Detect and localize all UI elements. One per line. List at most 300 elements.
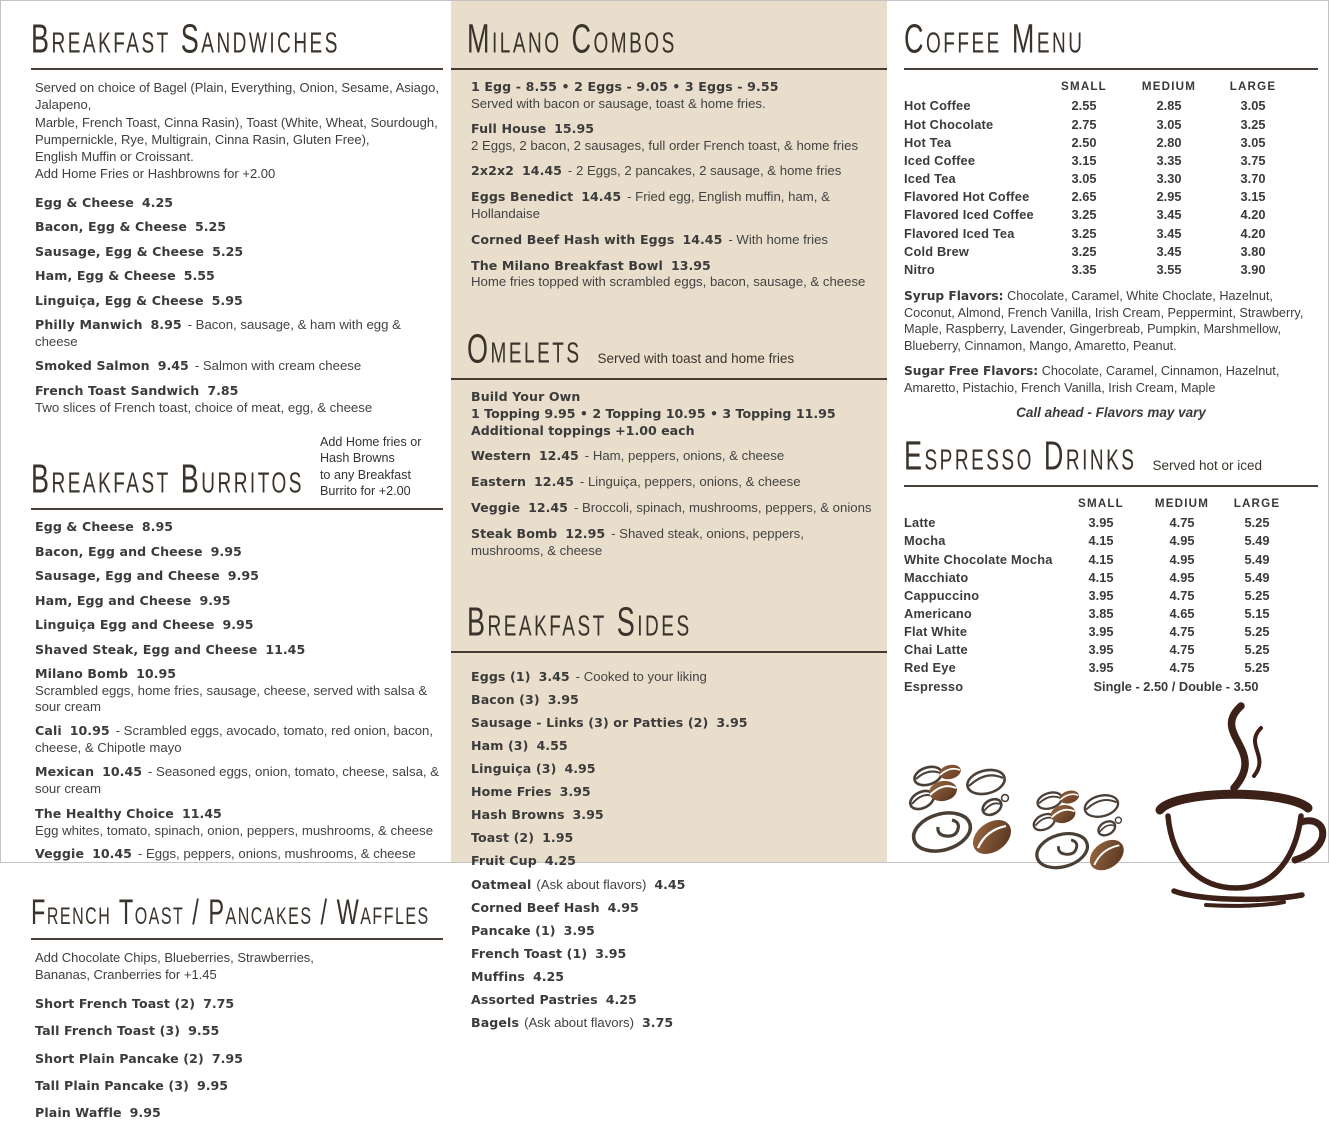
item-name: Assorted Pastries: [471, 991, 598, 1007]
menu-item: [35, 219, 443, 236]
menu-item: [471, 692, 872, 709]
price-row: [904, 623, 1318, 641]
menu-item: [35, 383, 443, 416]
item-description: - Scrambled eggs, avocado, tomato, red onion, bacon, cheese, & Chipotle mayo: [35, 722, 434, 755]
large-price: 5.25: [1244, 624, 1270, 640]
item-name: Egg & Cheese: [35, 519, 134, 535]
section-divider: [31, 938, 443, 940]
item-name: The Milano Breakfast Bowl: [471, 257, 663, 273]
menu-item: [35, 293, 443, 310]
drink-name: Iced Coffee: [904, 152, 976, 168]
medium-price: 3.45: [1156, 243, 1182, 259]
coffee-rows: [904, 97, 1318, 279]
medium-price: 3.30: [1156, 171, 1182, 187]
item-bold-line: 1 Topping 9.95 • 2 Topping 10.95 • 3 Topping 11.95: [471, 406, 836, 422]
large-price: 5.25: [1244, 660, 1270, 676]
item-price: 1.95: [542, 830, 574, 846]
intro-line: English Muffin or Croissant.: [35, 149, 194, 165]
item-price: 5.55: [183, 268, 215, 284]
menu-item: [471, 189, 872, 223]
coffee-graphics: [904, 700, 1318, 915]
section-title: French Toast / Pancakes / Waffles: [31, 892, 430, 932]
item-name: Milano Bomb: [35, 666, 129, 682]
item-price: 14.45: [682, 231, 723, 247]
item-price: 14.45: [581, 188, 622, 204]
item-name: Muffins: [471, 968, 525, 984]
item-price: 11.45: [265, 641, 306, 657]
menu-item: [35, 723, 443, 757]
menu-item: [35, 666, 443, 715]
price-row: [904, 605, 1318, 623]
item-subtext: Served with bacon or sausage, toast & home fries.: [471, 95, 766, 111]
intro-line: Add Home Fries or Hashbrowns for +2.00: [35, 166, 276, 182]
medium-price: 4.75: [1169, 660, 1195, 676]
drink-name: Hot Chocolate: [904, 116, 994, 132]
section-title: Breakfast Sandwiches: [31, 16, 340, 62]
section-divider: [904, 68, 1318, 70]
section-divider: [451, 68, 887, 70]
small-price: 2.55: [1071, 98, 1097, 114]
menu-items: [35, 996, 443, 1122]
coffee-cup-icon: [1144, 698, 1322, 910]
item-price: 15.95: [554, 120, 594, 136]
item-price: 11.45: [181, 805, 222, 821]
section-french-toast-pancakes-waffles: [31, 887, 443, 1122]
item-description: - Salmon with cream cheese: [194, 358, 362, 374]
item-price: 9.45: [157, 358, 189, 374]
menu-item: [471, 669, 872, 686]
coffee-beans-icon: [1030, 786, 1130, 876]
item-name: Full House: [471, 120, 547, 136]
small-price: 4.15: [1088, 551, 1114, 567]
intro-line: Served on choice of Bagel (Plain, Everything, Onion, Sesame, Asiago, Jalapeno,: [35, 80, 439, 113]
menu-item: [471, 448, 872, 465]
item-name: Sausage, Egg and Cheese: [35, 568, 220, 584]
price-row: [904, 225, 1318, 243]
medium-price: 4.75: [1169, 587, 1195, 603]
menu-item: [35, 244, 443, 261]
medium-price: 3.45: [1156, 207, 1182, 223]
item-price: 8.95: [150, 317, 182, 333]
item-name: Bacon, Egg & Cheese: [35, 219, 187, 235]
large-price: 3.05: [1240, 98, 1266, 114]
large-price: 3.75: [1240, 152, 1266, 168]
menu-items: [471, 669, 872, 1032]
drink-name: Americano: [904, 605, 972, 621]
item-name: Eastern: [471, 474, 527, 490]
menu-item: [471, 79, 872, 112]
item-name: Sausage, Egg & Cheese: [35, 243, 205, 259]
drink-name: Flat White: [904, 624, 968, 640]
large-column-header: LARGE: [1229, 80, 1277, 93]
drink-name: Latte: [904, 515, 936, 531]
menu-item: [471, 900, 872, 917]
small-price: 3.95: [1088, 660, 1114, 676]
medium-price: 3.05: [1156, 116, 1182, 132]
item-description: - Linguiça, peppers, onions, & cheese: [579, 474, 801, 490]
small-price: 2.50: [1071, 134, 1097, 150]
item-note: (Ask about flavors): [536, 876, 647, 892]
section-title: Coffee Menu: [904, 16, 1085, 62]
price-row: [904, 97, 1318, 115]
item-subtext: Scrambled eggs, home fries, sausage, cheese, served with salsa & sour cream: [35, 683, 428, 715]
item-name: Ham, Egg & Cheese: [35, 268, 176, 284]
item-price: 3.95: [595, 945, 627, 961]
item-name: Eggs Benedict: [471, 188, 574, 204]
menu-item: [35, 806, 443, 839]
medium-price: 2.85: [1156, 98, 1182, 114]
espresso-rows: [904, 514, 1318, 696]
item-description: - Seasoned eggs, onion, tomato, cheese, salsa, & sour cream: [35, 764, 440, 797]
price-row: [904, 641, 1318, 659]
item-price: 4.25: [605, 991, 637, 1007]
menu-item: [35, 195, 443, 212]
price-row: [904, 551, 1318, 569]
large-price: 3.90: [1240, 261, 1266, 277]
item-name: Sausage - Links (3) or Patties (2): [471, 715, 709, 731]
small-price: 3.85: [1088, 605, 1114, 621]
item-price: 3.95: [563, 922, 595, 938]
item-price: 8.95: [141, 519, 173, 535]
drink-name: Flavored Iced Coffee: [904, 207, 1034, 223]
menu-item: [35, 996, 443, 1013]
item-name: Veggie: [471, 500, 521, 516]
item-name: The Healthy Choice: [35, 805, 174, 821]
menu-item: [35, 1051, 443, 1068]
item-price: 5.25: [212, 243, 244, 259]
section-espresso-drinks: [904, 434, 1318, 696]
item-price: 7.85: [207, 382, 239, 398]
item-name: Build Your Own: [471, 388, 581, 404]
medium-price: 3.55: [1156, 261, 1182, 277]
price-row: [904, 152, 1318, 170]
medium-column-header: MEDIUM: [1154, 496, 1210, 510]
large-column-header: LARGE: [1233, 496, 1281, 510]
large-price: 5.25: [1244, 642, 1270, 658]
item-name: Pancake (1): [471, 922, 556, 938]
item-price: 3.95: [572, 807, 604, 823]
section-divider: [451, 378, 887, 380]
coffee-price-table: [904, 79, 1318, 279]
item-name: Hash Browns: [471, 807, 565, 823]
drink-name: Hot Coffee: [904, 98, 971, 114]
drink-name: Iced Tea: [904, 171, 956, 187]
syrup-flavors: Syrup Flavors: Chocolate, Caramel, White Choclate, Hazelnut, Coconut, Almond, French Vanilla, Irish Cream, Peppermint, Strawberry, Maple, Raspberry, Lavender, Gingerbreab, Pumpkin, Marshmellow, Blueberry, Cinnamon, Mango, Amaretto, Peanut.: [904, 289, 1304, 353]
item-price: 9.95: [199, 592, 231, 608]
menu-item: [471, 1015, 872, 1032]
medium-price: 4.95: [1169, 569, 1195, 585]
section-subtitle: Served with toast and home fries: [597, 350, 795, 366]
small-price: 3.15: [1071, 152, 1097, 168]
small-price: 2.75: [1071, 116, 1097, 132]
menu-item: [35, 358, 443, 375]
drink-name: Chai Latte: [904, 642, 968, 658]
small-price: 4.15: [1088, 533, 1114, 549]
item-name: Smoked Salmon: [35, 358, 150, 374]
drink-name: Cappuccino: [904, 587, 980, 603]
large-price: 5.49: [1244, 551, 1270, 567]
small-price: 3.35: [1071, 261, 1097, 277]
menu-item: [471, 992, 872, 1009]
item-note: (Ask about flavors): [524, 1015, 635, 1031]
menu-item: [35, 568, 443, 585]
price-row: [904, 514, 1318, 532]
menu-item: [471, 526, 872, 560]
item-subtext: 2 Eggs, 2 bacon, 2 sausages, full order French toast, & home fries: [471, 137, 859, 153]
section-note: Add Home fries or Hash Browns to any Breakfast Burrito for +2.00: [319, 434, 422, 499]
menu-item: [35, 317, 443, 351]
price-row: [904, 678, 1318, 696]
drink-name: Espresso: [904, 678, 964, 694]
section-omelets: [467, 327, 872, 560]
item-name: Toast (2): [471, 830, 535, 846]
item-price: 9.95: [129, 1105, 161, 1121]
large-price: 5.15: [1244, 605, 1270, 621]
large-price: 3.70: [1240, 171, 1266, 187]
medium-price: 2.80: [1156, 134, 1182, 150]
large-price: 5.49: [1244, 569, 1270, 585]
small-column-header: SMALL: [1078, 496, 1124, 510]
item-price: 12.45: [538, 448, 579, 464]
item-description: - Eggs, peppers, onions, mushrooms, & cheese: [137, 846, 416, 862]
menu-item: [35, 846, 443, 863]
menu-item: [35, 544, 443, 561]
section-title: Omelets: [467, 326, 582, 372]
menu-item: [471, 121, 872, 154]
section-breakfast-burritos: [31, 434, 443, 863]
item-name: Philly Manwich: [35, 317, 143, 333]
drink-name: Flavored Iced Tea: [904, 225, 1015, 241]
table-header-row: [904, 79, 1318, 95]
item-price: 9.95: [227, 568, 259, 584]
menu-item: [471, 923, 872, 940]
item-price: 3.75: [642, 1015, 674, 1031]
item-price: 4.25: [141, 194, 173, 210]
menu-item: [471, 877, 872, 894]
price-row: [904, 243, 1318, 261]
section-title: Breakfast Burritos: [31, 456, 304, 502]
price-row: [904, 134, 1318, 152]
small-column-header: SMALL: [1061, 80, 1107, 93]
section-intro: [35, 79, 443, 183]
menu-item: [35, 593, 443, 610]
item-price: 5.95: [211, 292, 243, 308]
intro-line: Bananas, Cranberries for +1.45: [35, 967, 217, 983]
large-price: 3.05: [1240, 134, 1266, 150]
item-name: Bacon (3): [471, 691, 540, 707]
item-description: - Shaved steak, onions, peppers, mushrooms, & cheese: [471, 526, 804, 558]
large-price: 3.25: [1240, 116, 1266, 132]
call-ahead-note: Call ahead - Flavors may vary: [1016, 404, 1206, 420]
drink-name: Flavored Hot Coffee: [904, 189, 1030, 205]
menu-item: [35, 764, 443, 798]
drink-name: White Chocolate Mocha: [904, 551, 1053, 567]
large-price: 5.25: [1244, 587, 1270, 603]
item-price: 4.45: [654, 876, 686, 892]
item-price: 10.45: [102, 764, 142, 780]
menu-item: [471, 500, 872, 517]
item-description: - Bacon, sausage, & ham with egg & cheese: [35, 317, 401, 349]
item-name: Corned Beef Hash: [471, 899, 600, 915]
drink-name: Hot Tea: [904, 134, 952, 150]
section-divider: [31, 68, 443, 70]
intro-line: Pumpernickle, Rye, Multigrain, Cinna Rasin, Gluten Free),: [35, 131, 370, 147]
item-price: 12.45: [528, 500, 568, 516]
item-name: 1 Egg - 8.55 • 2 Eggs - 9.05 • 3 Eggs - 9.55: [471, 79, 779, 94]
menu-item: [471, 807, 872, 824]
sugar-free-flavors: Sugar Free Flavors: Chocolate, Caramel, Cinnamon, Hazelnut, Amaretto, Pistachio, French Vanilla, Irish Cream, Maple: [904, 364, 1280, 396]
item-price: 10.95: [69, 722, 110, 738]
item-name: Oatmeal: [471, 876, 532, 892]
medium-price: 4.95: [1169, 551, 1195, 567]
menu-item: [471, 761, 872, 778]
item-name: Mexican: [35, 764, 95, 780]
medium-price: 4.95: [1169, 533, 1195, 549]
small-price: 4.15: [1088, 569, 1114, 585]
table-header-row: [904, 496, 1318, 512]
item-description: - Cooked to your liking: [575, 668, 707, 684]
price-row: [904, 532, 1318, 550]
menu-item: [35, 617, 443, 634]
item-name: Ham, Egg and Cheese: [35, 592, 192, 608]
item-price: 3.95: [547, 691, 579, 707]
medium-price: 4.75: [1169, 624, 1195, 640]
menu-item: [35, 519, 443, 536]
item-name: Short French Toast (2): [35, 995, 196, 1011]
menu-item: [471, 163, 872, 180]
item-price: 4.55: [536, 738, 568, 754]
menu-item: [471, 474, 872, 491]
item-name: Linguiça Egg and Cheese: [35, 617, 215, 633]
price-span: Single - 2.50 / Double - 3.50: [1093, 678, 1259, 694]
price-row: [904, 659, 1318, 677]
price-row: [904, 587, 1318, 605]
item-name: Ham (3): [471, 738, 529, 754]
item-name: Tall French Toast (3): [35, 1023, 181, 1039]
item-description: - With home fries: [728, 231, 829, 247]
medium-price: 3.45: [1156, 225, 1182, 241]
section-divider: [451, 651, 887, 653]
item-price: 14.45: [522, 162, 562, 178]
item-price: 10.95: [136, 666, 176, 682]
small-price: 3.25: [1071, 207, 1097, 223]
large-price: 5.25: [1244, 515, 1270, 531]
drink-name: Macchiato: [904, 569, 969, 585]
menu-item: [35, 642, 443, 659]
medium-price: 4.75: [1169, 642, 1195, 658]
item-price: 9.55: [188, 1023, 220, 1039]
item-bold-line: Additional toppings +1.00 each: [471, 423, 695, 439]
item-name: French Toast Sandwich: [35, 382, 200, 398]
section-divider: [31, 508, 443, 510]
menu-item: [471, 853, 872, 870]
menu-item: [471, 830, 872, 847]
medium-price: 2.95: [1156, 189, 1182, 205]
item-name: Bacon, Egg and Cheese: [35, 543, 203, 559]
item-name: Cali: [35, 722, 62, 738]
menu-item: [471, 946, 872, 963]
menu-item: [35, 1105, 443, 1122]
large-price: 3.80: [1240, 243, 1266, 259]
small-price: 3.05: [1071, 171, 1097, 187]
section-milano-combos: [467, 17, 872, 291]
large-price: 5.49: [1244, 533, 1270, 549]
item-name: Linguiça, Egg & Cheese: [35, 292, 204, 308]
drink-name: Nitro: [904, 261, 935, 277]
item-price: 4.95: [607, 899, 639, 915]
drink-name: Mocha: [904, 533, 946, 549]
item-description: - Broccoli, spinach, mushrooms, peppers, & onions: [573, 500, 872, 516]
medium-price: 4.75: [1169, 515, 1195, 531]
menu-item: [35, 1023, 443, 1040]
item-name: Short Plain Pancake (2): [35, 1050, 204, 1066]
section-title: Breakfast Sides: [467, 599, 692, 645]
item-name: Linguiça (3): [471, 761, 557, 777]
small-price: 3.25: [1071, 225, 1097, 241]
price-row: [904, 569, 1318, 587]
price-row: [904, 116, 1318, 134]
item-name: Fruit Cup: [471, 853, 537, 869]
medium-column-header: MEDIUM: [1141, 80, 1197, 93]
item-subtext: Home fries topped with scrambled eggs, bacon, sausage, & cheese: [471, 274, 866, 290]
left-column: [31, 17, 443, 1140]
item-name: French Toast (1): [471, 945, 588, 961]
menu-item: [471, 258, 872, 291]
intro-line: Marble, French Toast, Cinna Rasin), Toast (White, Wheat, Sourdough,: [35, 114, 438, 130]
item-name: Tall Plain Pancake (3): [35, 1077, 189, 1093]
item-price: 7.95: [211, 1050, 243, 1066]
section-title: Milano Combos: [467, 16, 677, 62]
item-price: 10.45: [92, 846, 132, 862]
item-name: Steak Bomb: [471, 526, 558, 542]
medium-price: 3.35: [1156, 152, 1182, 168]
menu-item: [35, 268, 443, 285]
item-price: 9.95: [222, 617, 254, 633]
small-price: 3.95: [1088, 587, 1114, 603]
item-name: Plain Waffle: [35, 1105, 122, 1121]
menu-item: [471, 784, 872, 801]
large-price: 4.20: [1240, 225, 1266, 241]
item-name: Shaved Steak, Egg and Cheese: [35, 641, 258, 657]
price-row: [904, 261, 1318, 279]
item-price: 4.25: [532, 968, 565, 984]
section-title: Espresso Drinks: [904, 433, 1137, 479]
item-name: Veggie: [35, 846, 85, 862]
menu-item: [471, 969, 872, 986]
item-price: 4.95: [564, 761, 596, 777]
item-name: Bagels: [471, 1015, 520, 1031]
item-description: - 2 Eggs, 2 pancakes, 2 sausage, & home fries: [567, 162, 842, 178]
item-price: 12.95: [565, 526, 606, 542]
section-breakfast-sides: [467, 600, 872, 1032]
small-price: 3.95: [1088, 624, 1114, 640]
item-price: 9.95: [196, 1077, 229, 1093]
section-coffee-menu: [904, 17, 1318, 420]
item-name: Eggs (1): [471, 668, 531, 684]
item-subtext: Two slices of French toast, choice of meat, egg, & cheese: [35, 399, 373, 415]
sugar-free-flavors-label: Sugar Free Flavors:: [904, 364, 1039, 379]
small-price: 2.65: [1071, 189, 1097, 205]
menu-items: [471, 79, 872, 291]
item-price: 5.25: [194, 219, 227, 235]
item-name: Corned Beef Hash with Eggs: [471, 231, 675, 247]
item-price: 3.95: [559, 784, 591, 800]
item-price: 9.95: [210, 543, 242, 559]
item-price: 12.45: [534, 474, 574, 490]
menu-items: [35, 519, 443, 863]
menu-item: [471, 232, 872, 249]
coffee-beans-icon: [906, 760, 1018, 860]
